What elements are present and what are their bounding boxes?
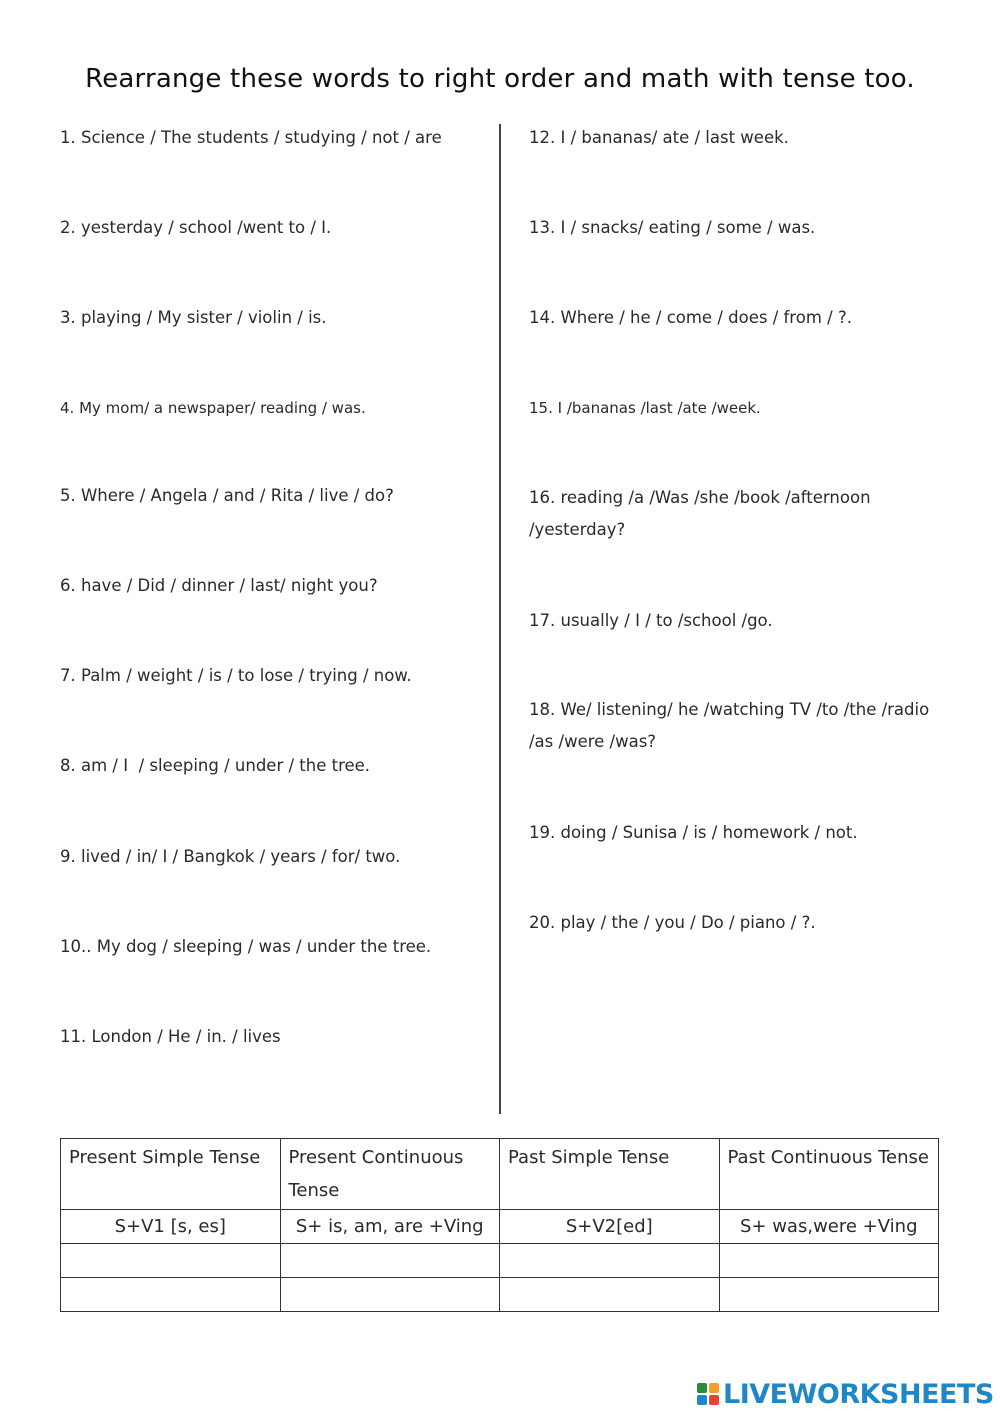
answer-row <box>61 1278 939 1312</box>
formula-present-simple: S+V1 [s, es] <box>61 1210 281 1244</box>
exercise-item-7: 7. Palm / weight / is / to lose / trying / now. <box>60 666 412 685</box>
exercise-item-19: 19. doing / Sunisa / is / homework / not. <box>529 823 858 842</box>
header-past-simple: Past Simple Tense <box>500 1139 720 1210</box>
table-header-row <box>61 1139 939 1210</box>
answer-cell[interactable] <box>280 1244 500 1278</box>
answer-cell[interactable] <box>61 1244 281 1278</box>
exercise-item-11: 11. London / He / in. / lives <box>60 1027 281 1046</box>
table-formula-row <box>61 1210 939 1244</box>
formula-past-simple: S+V2[ed] <box>500 1210 720 1244</box>
logo-text: LIVEWORKSHEETS <box>723 1378 994 1410</box>
liveworksheets-logo <box>697 1376 994 1412</box>
answer-cell[interactable] <box>500 1278 720 1312</box>
tense-table <box>60 1138 939 1312</box>
logo-mark-icon <box>697 1383 719 1405</box>
logo-square <box>697 1395 707 1405</box>
header-present-simple: Present Simple Tense <box>61 1139 281 1210</box>
exercise-item-14: 14. Where / he / come / does / from / ?. <box>529 308 852 327</box>
answer-cell[interactable] <box>61 1278 281 1312</box>
exercise-item-8: 8. am / I / sleeping / under / the tree. <box>60 756 371 775</box>
answer-cell[interactable] <box>719 1244 939 1278</box>
exercise-item-2: 2. yesterday / school /went to / I. <box>60 218 332 237</box>
answer-cell[interactable] <box>719 1278 939 1312</box>
exercise-item-17: 17. usually / I / to /school /go. <box>529 611 773 630</box>
exercise-item-3: 3. playing / My sister / violin / is. <box>60 308 327 327</box>
column-divider <box>499 124 501 1114</box>
exercise-item-20: 20. play / the / you / Do / piano / ?. <box>529 913 816 932</box>
exercise-item-1: 1. Science / The students / studying / not / are <box>60 128 442 147</box>
exercise-item-16: 16. reading /a /Was /she /book /afternoon /yesterday? <box>529 488 871 539</box>
formula-past-continuous: S+ was,were +Ving <box>719 1210 939 1244</box>
exercise-item-13: 13. I / snacks/ eating / some / was. <box>529 218 816 237</box>
exercise-item-18: 18. We/ listening/ he /watching TV /to /the /radio /as /were /was? <box>529 700 930 751</box>
exercise-item-4: 4. My mom/ a newspaper/ reading / was. <box>60 399 366 417</box>
header-present-continuous: Present Continuous Tense <box>280 1139 500 1210</box>
logo-square <box>709 1383 719 1393</box>
formula-present-continuous: S+ is, am, are +Ving <box>280 1210 500 1244</box>
logo-square <box>709 1395 719 1405</box>
answer-cell[interactable] <box>280 1278 500 1312</box>
exercise-item-10: 10.. My dog / sleeping / was / under the tree. <box>60 937 432 956</box>
worksheet-title: Rearrange these words to right order and math with tense too. <box>85 64 915 94</box>
exercise-item-15: 15. I /bananas /last /ate /week. <box>529 399 761 417</box>
answer-cell[interactable] <box>500 1244 720 1278</box>
exercise-item-5: 5. Where / Angela / and / Rita / live / do? <box>60 486 394 505</box>
answer-row <box>61 1244 939 1278</box>
logo-square <box>697 1383 707 1393</box>
exercise-item-6: 6. have / Did / dinner / last/ night you? <box>60 576 378 595</box>
exercise-item-9: 9. lived / in/ I / Bangkok / years / for/ two. <box>60 847 401 866</box>
exercise-item-12: 12. I / bananas/ ate / last week. <box>529 128 789 147</box>
header-past-continuous: Past Continuous Tense <box>719 1139 939 1210</box>
